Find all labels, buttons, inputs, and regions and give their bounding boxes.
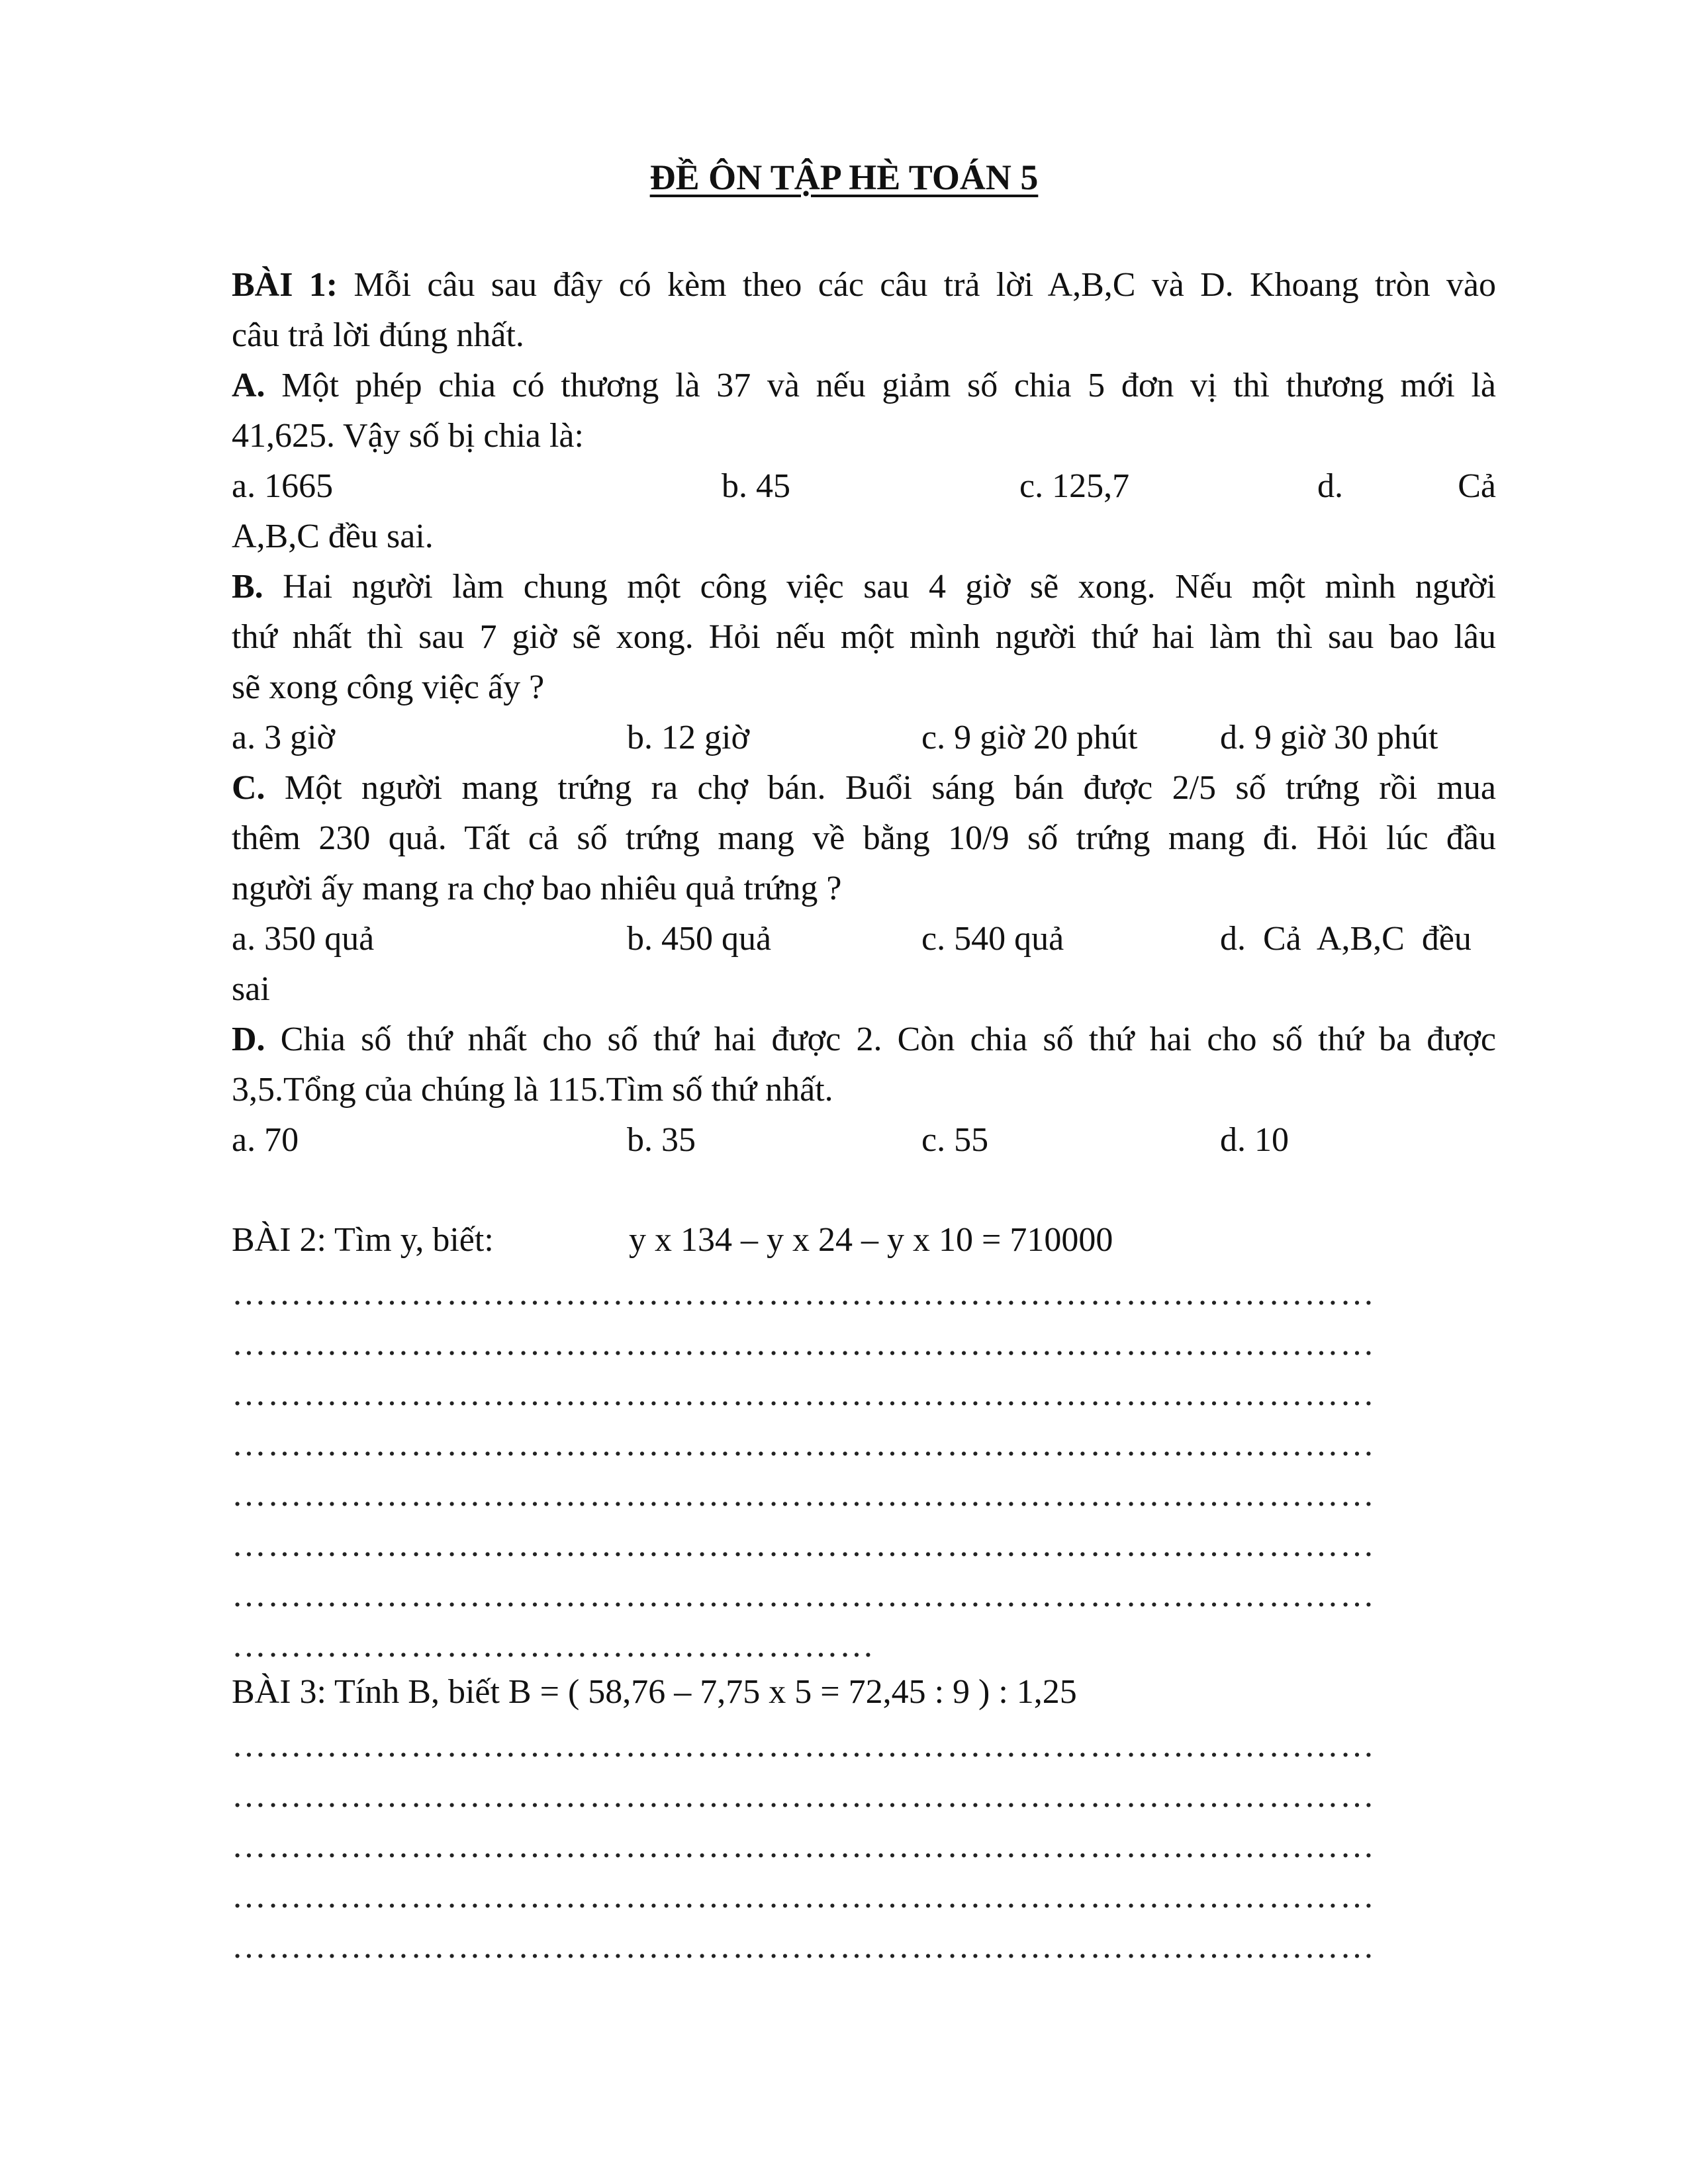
option-a-b: b. 45 [722,467,790,505]
option-b-b: b. 12 giờ [627,719,749,756]
answer-line: …………………………………………………………………………………… [232,1783,1376,1809]
option-c-a: a. 350 quả [232,920,375,958]
question-b-letter: B. [232,568,263,606]
option-a-c: c. 125,7 [1019,467,1130,505]
question-c-options [232,915,1496,963]
option-a-d-word: Cả [1458,467,1496,505]
question-d-letter: D. [232,1021,265,1058]
answer-line: …………………………………………………………………………………… [232,1381,1376,1408]
answer-line: …………………………………………………………………………………… [232,1934,1376,1960]
question-a-options [232,463,1496,510]
answer-line: …………………………………………………………………………………… [232,1884,1376,1910]
question-a-line2: 41,625. Vậy số bị chia là: [232,417,584,455]
option-b-d: d. 9 giờ 30 phút [1220,719,1438,756]
option-d-a: a. 70 [232,1121,299,1159]
question-a-line1: A. Một phép chia có thương là 37 và nếu giảm số chia 5 đơn vị thì thương mới là [232,367,1496,404]
option-b-c: c. 9 giờ 20 phút [921,719,1138,756]
option-a-d-continuation: A,B,C đều sai. [232,518,434,555]
question-c-line3: người ấy mang ra chợ bao nhiêu quả trứng ? [232,870,842,907]
answer-line: …………………………………………………………………………………… [232,1482,1376,1508]
answer-line: …………………………………………………………………………………… [232,1532,1376,1559]
question-d-line1: D. Chia số thứ nhất cho số thứ hai được 2. Còn chia số thứ hai cho số thứ ba được [232,1021,1496,1058]
option-c-c: c. 540 quả [921,920,1064,958]
bai2-equation: y x 134 – y x 24 – y x 10 = 710000 [629,1221,1113,1259]
question-b-line1: B. Hai người làm chung một công việc sau 4 giờ sẽ xong. Nếu một mình người [232,568,1496,606]
option-c-d: d. Cả A,B,C đều [1220,920,1472,958]
bai2-heading [232,1216,1496,1264]
answer-line: …………………………………………………………………………………… [232,1833,1376,1860]
question-c-letter: C. [232,769,265,807]
bai3-heading: BÀI 3: Tính B, biết B = ( 58,76 – 7,75 x 5 = 72,45 : 9 ) : 1,25 [232,1673,1077,1711]
bai1-intro-line2: câu trả lời đúng nhất. [232,316,524,354]
question-c-line2: thêm 230 quả. Tất cả số trứng mang về bằng 10/9 số trứng mang đi. Hỏi lúc đầu [232,819,1496,857]
answer-line-short: ……………………………………………… [232,1633,875,1659]
option-a-d: d. [1317,467,1343,505]
option-d-b: b. 35 [627,1121,696,1159]
question-d-line2: 3,5.Tổng của chúng là 115.Tìm số thứ nhất. [232,1071,833,1109]
option-d-d: d. 10 [1220,1121,1289,1159]
bai2-label: BÀI 2: Tìm y, biết: [232,1221,494,1259]
answer-line: …………………………………………………………………………………… [232,1281,1376,1307]
option-b-a: a. 3 giờ [232,719,336,756]
option-a-a: a. 1665 [232,467,334,505]
question-b-line2: thứ nhất thì sau 7 giờ sẽ xong. Hỏi nếu một mình người thứ hai làm thì sau bao lâu [232,618,1496,656]
answer-line: …………………………………………………………………………………… [232,1432,1376,1458]
option-d-c: c. 55 [921,1121,989,1159]
question-b-options [232,714,1496,762]
option-c-d-continuation: sai [232,970,270,1008]
question-b-line3: sẽ xong công việc ấy ? [232,668,545,706]
answer-line: …………………………………………………………………………………… [232,1733,1376,1759]
question-a-letter: A. [232,367,265,404]
question-c-line1: C. Một người mang trứng ra chợ bán. Buổi sáng bán được 2/5 số trứng rồi mua [232,769,1496,807]
option-c-b: b. 450 quả [627,920,772,958]
bai1-intro-line1: BÀI 1: Mỗi câu sau đây có kèm theo các câu trả lời A,B,C và D. Khoang tròn vào [232,266,1497,304]
answer-line: …………………………………………………………………………………… [232,1582,1376,1609]
page-title: ĐỀ ÔN TẬP HÈ TOÁN 5 [649,158,1039,197]
question-d-options [232,1116,1496,1164]
answer-line: …………………………………………………………………………………… [232,1331,1376,1357]
bai1-label: BÀI 1: [232,266,338,304]
